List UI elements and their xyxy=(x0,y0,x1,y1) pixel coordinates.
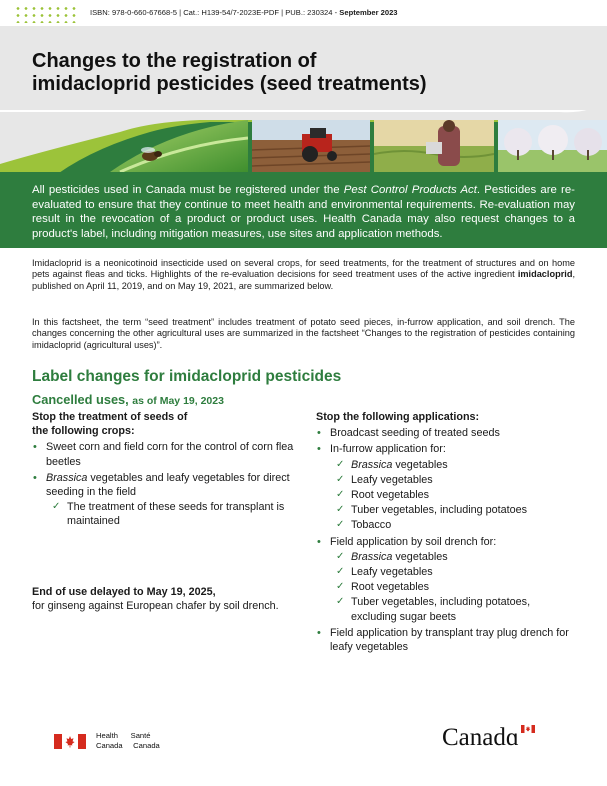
canada-wordmark: Canadɑ xyxy=(442,724,519,751)
sub-list-item: ✓ Root vegetables xyxy=(330,580,578,594)
list-item-text: In-furrow application for: xyxy=(330,443,446,456)
title-line-2: imidacloprid pesticides (seed treatments) xyxy=(32,73,427,95)
list-item-text: Field application by soil drench for: xyxy=(330,535,497,548)
cancelled-date: as of May 19, 2023 xyxy=(132,395,224,407)
list-item: • Broadcast seeding of treated seeds xyxy=(316,426,578,440)
list-item-text: vegetables and leafy vegetables for direct seeding in the field xyxy=(46,471,290,499)
decorative-dots xyxy=(14,5,80,23)
list-item: • Field application by transplant tray plug drench for leafy vegetables xyxy=(316,626,578,654)
para1-end: , published on April 11, 2019, and on May 19, 2021, are summarized below. xyxy=(32,269,575,291)
intro-act-name: Pest Control Products Act xyxy=(343,184,477,196)
list-item xyxy=(32,471,294,529)
dept-fr-line2: Canada xyxy=(133,741,160,750)
dept-en-line2: Canada xyxy=(96,741,123,750)
publication-date: September 2023 xyxy=(339,8,398,17)
canada-flag-icon xyxy=(54,734,86,749)
left-heading-line-2: the following crops: xyxy=(32,425,135,438)
sub-list-item: ✓ Leafy vegetables xyxy=(330,473,578,487)
tractor-field-photo xyxy=(252,120,370,172)
end-of-use-delayed-heading: End of use delayed to May 19, 2025, xyxy=(32,586,216,598)
brassica-italic: Brassica xyxy=(351,458,393,471)
sub-list-item: ✓ Tobacco xyxy=(330,518,578,532)
intro-text-end: . Pesticides are re-evaluated to ensure that they continue to meet health and environmental requirements. Re-evaluation may result in the revocation of a product or product uses. Health Canada may also request changes to a product's label, including mitigation measures, use sites and application methods. xyxy=(32,184,575,240)
para1-bold: imidacloprid xyxy=(517,269,573,280)
sub-list-item xyxy=(330,458,578,472)
intro-paragraph xyxy=(32,183,575,241)
brassica-italic: Brassica xyxy=(46,471,88,484)
publication-metadata: ISBN: 978-0-660-67668-5 | Cat.: H139-54/7-2023E-PDF | PUB.: 230324 - September 2023 xyxy=(90,8,398,17)
cancelled-label: Cancelled uses, xyxy=(32,392,129,407)
sub-list-item: ✓ Root vegetables xyxy=(330,488,578,502)
department-name xyxy=(96,731,160,751)
sub-list-item: ✓ Tuber vegetables, including potatoes, excluding sugar beets xyxy=(330,595,578,623)
catalogue-number: Cat.: H139-54/7-2023E-PDF xyxy=(183,8,279,17)
page-title xyxy=(32,50,572,96)
wordmark-flag-icon xyxy=(521,725,535,733)
applications-stop-heading: Stop the following applications: xyxy=(316,411,480,423)
delayed-use-block xyxy=(32,585,294,613)
isbn: ISBN: 978-0-660-67668-5 xyxy=(90,8,177,17)
pub-number: PUB.: 230324 xyxy=(285,8,333,17)
bee-on-leaf-photo xyxy=(110,120,248,172)
seed-crop-list xyxy=(32,440,294,528)
list-item xyxy=(316,535,578,624)
top-bar xyxy=(0,0,607,26)
orchard-photo xyxy=(498,120,607,172)
drench-sub-list xyxy=(330,550,578,624)
infurrow-sub-list xyxy=(330,458,578,533)
seed-treatment-stop-heading xyxy=(32,410,294,438)
sub-list-item xyxy=(330,550,578,564)
sub-list-item: ✓ The treatment of these seeds for transplant is maintained xyxy=(46,500,294,528)
sub-list-item-text: vegetables xyxy=(392,550,448,563)
right-column xyxy=(316,410,578,654)
sub-list-item-text: vegetables xyxy=(392,458,448,471)
sub-list-item: ✓ Leafy vegetables xyxy=(330,565,578,579)
imidacloprid-description-paragraph xyxy=(32,258,575,292)
title-line-1: Changes to the registration of xyxy=(32,50,317,72)
cancelled-uses-heading xyxy=(32,392,224,407)
dept-en-line1: Health xyxy=(96,731,118,740)
list-item: • Sweet corn and field corn for the control of corn flea beetles xyxy=(32,440,294,468)
sub-list-item: ✓ Tuber vegetables, including potatoes xyxy=(330,503,578,517)
end-of-use-delayed-text: for ginseng against European chafer by soil drench. xyxy=(32,600,279,613)
list-item xyxy=(316,442,578,532)
health-canada-signature xyxy=(54,731,204,753)
farmer-tablet-photo xyxy=(374,120,494,172)
intro-text-start: All pesticides used in Canada must be registered under the xyxy=(32,184,344,196)
left-column xyxy=(32,410,294,529)
brassica-italic: Brassica xyxy=(351,550,393,563)
left-heading-line-1: Stop the treatment of seeds of xyxy=(32,411,188,423)
sub-list xyxy=(46,500,294,528)
section-title: Label changes for imidacloprid pesticides xyxy=(32,368,342,385)
seed-treatment-definition-paragraph: In this factsheet, the term “seed treatment” includes treatment of potato seed pieces, in-furrow application, and soil drench. The changes concerning the other agricultural uses are summarized in the factsheet “Changes to the registration of pesticides containing imidacloprid (agricultural uses)”. xyxy=(32,317,575,350)
para1-start: Imidacloprid is a neonicotinoid insecticide used on several crops, for seed treatments, for the treatment of structures and on home pets against fleas and ticks. Highlights of the re-evaluation decisions for seed treatment uses of the active ingredient xyxy=(32,258,575,280)
applications-list xyxy=(316,426,578,654)
dept-fr-line1: Santé xyxy=(130,731,151,740)
